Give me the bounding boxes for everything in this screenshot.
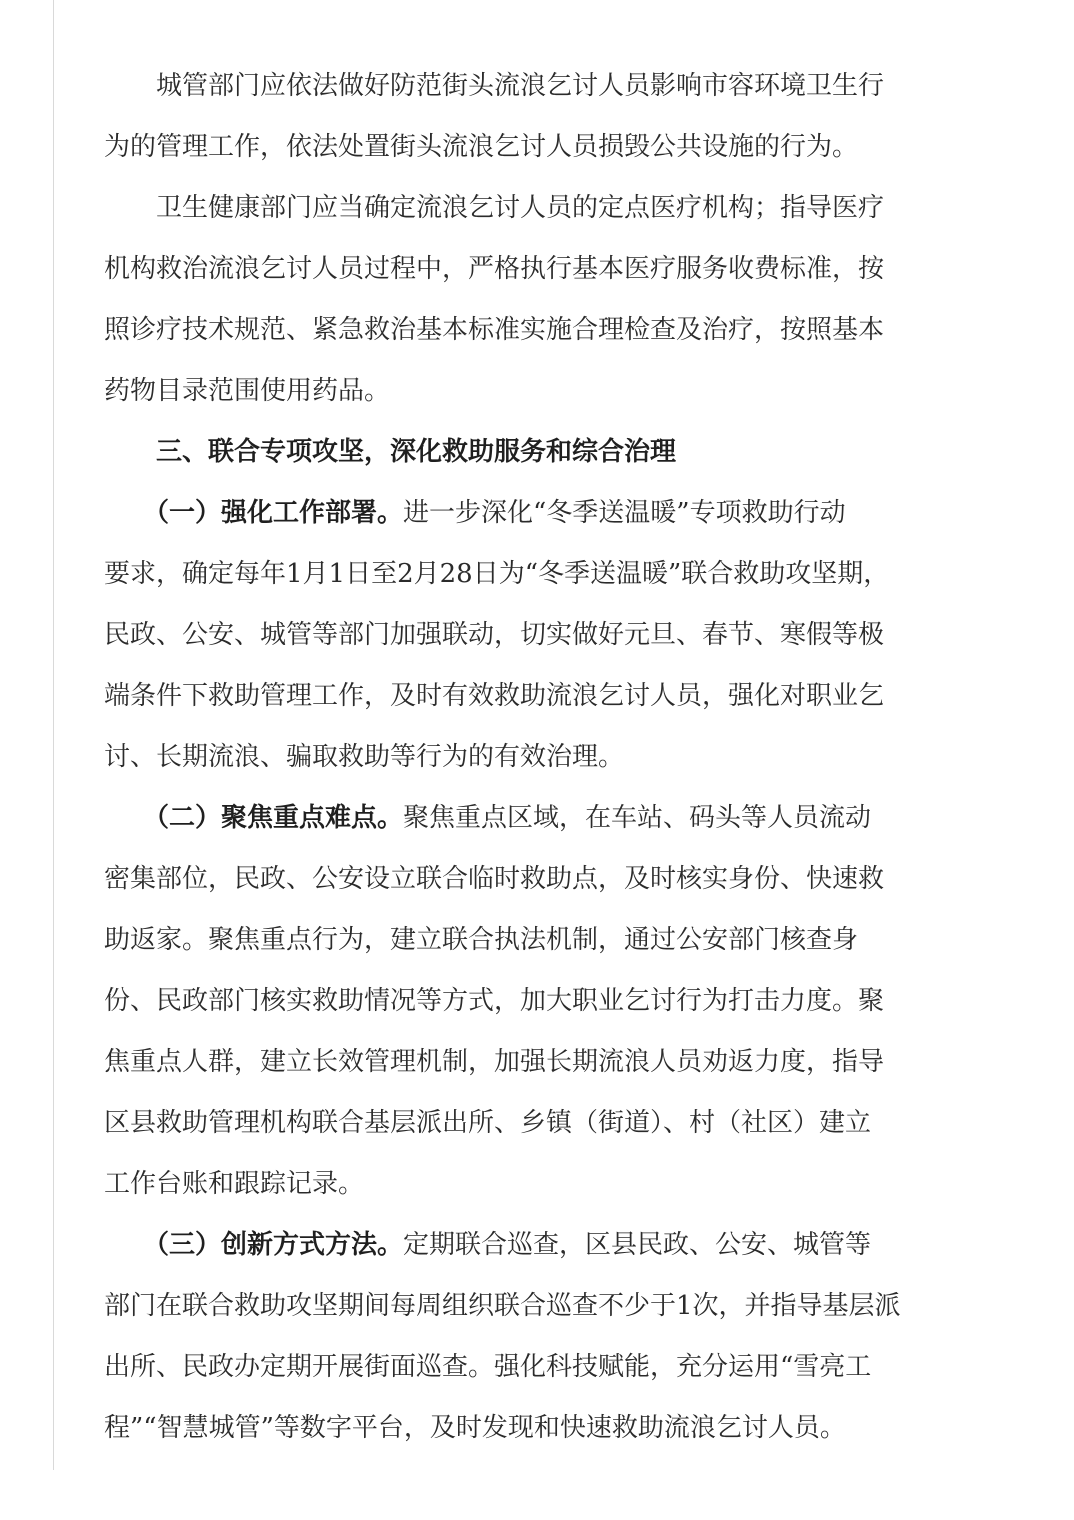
text-line: 卫生健康部门应当确定流浪乞讨人员的定点医疗机构；指导医疗 bbox=[104, 193, 885, 223]
section-heading: 三、联合专项攻坚，深化救助服务和综合治理 bbox=[104, 437, 677, 467]
text-line: 工作台账和跟踪记录。 bbox=[104, 1169, 365, 1199]
item-title: （一）强化工作部署。 bbox=[104, 498, 404, 528]
item-text: 聚焦重点区域，在车站、码头等人员流动 bbox=[403, 803, 872, 833]
text-line: 民政、公安、城管等部门加强联动，切实做好元旦、春节、寒假等极 bbox=[104, 620, 885, 650]
item-title: （二）聚焦重点难点。 bbox=[104, 803, 404, 833]
item-first-line bbox=[104, 1215, 964, 1276]
page-margin-line bbox=[53, 0, 54, 1470]
text-line: 出所、民政办定期开展街面巡查。强化科技赋能，充分运用“雪亮工 bbox=[104, 1352, 872, 1382]
text-line: 药物目录范围使用药品。 bbox=[104, 376, 391, 406]
text-line: 助返家。聚焦重点行为，建立联合执法机制，通过公安部门核查身 bbox=[104, 925, 859, 955]
item-title: （三）创新方式方法。 bbox=[104, 1230, 404, 1260]
text-line: 讨、长期流浪、骗取救助等行为的有效治理。 bbox=[104, 742, 625, 772]
text-line: 部门在联合救助攻坚期间每周组织联合巡查不少于1次，并指导基层派 bbox=[104, 1291, 901, 1321]
text-line: 份、民政部门核实救助情况等方式，加大职业乞讨行为打击力度。聚 bbox=[104, 986, 885, 1016]
item-text: 进一步深化“冬季送温暖”专项救助行动 bbox=[403, 498, 846, 528]
text-line: 城管部门应依法做好防范街头流浪乞讨人员影响市容环境卫生行 bbox=[104, 71, 885, 101]
item-text: 定期联合巡查，区县民政、公安、城管等 bbox=[403, 1230, 872, 1260]
text-line: 区县救助管理机构联合基层派出所、乡镇（街道）、村（社区）建立 bbox=[104, 1108, 872, 1138]
text-line: 照诊疗技术规范、紧急救治基本标准实施合理检查及治疗，按照基本 bbox=[104, 315, 885, 345]
text-line: 为的管理工作，依法处置街头流浪乞讨人员损毁公共设施的行为。 bbox=[104, 132, 859, 162]
item-focus-key-points bbox=[104, 788, 964, 1215]
text-line: 焦重点人群，建立长效管理机制，加强长期流浪人员劝返力度，指导 bbox=[104, 1047, 885, 1077]
document-body bbox=[104, 56, 964, 1459]
text-line: 程”“智慧城管”等数字平台，及时发现和快速救助流浪乞讨人员。 bbox=[104, 1413, 846, 1443]
text-line: 密集部位，民政、公安设立联合临时救助点，及时核实身份、快速救 bbox=[104, 864, 885, 894]
item-first-line bbox=[104, 483, 964, 544]
text-line: 要求，确定每年1月1日至2月28日为“冬季送温暖”联合救助攻坚期， bbox=[104, 559, 890, 589]
paragraph-urban-management bbox=[104, 56, 964, 178]
paragraph-health-department bbox=[104, 178, 964, 422]
item-first-line bbox=[104, 788, 964, 849]
item-innovate-methods bbox=[104, 1215, 964, 1459]
text-line: 端条件下救助管理工作，及时有效救助流浪乞讨人员，强化对职业乞 bbox=[104, 681, 885, 711]
item-work-deployment bbox=[104, 483, 964, 788]
text-line: 机构救治流浪乞讨人员过程中，严格执行基本医疗服务收费标准，按 bbox=[104, 254, 885, 284]
